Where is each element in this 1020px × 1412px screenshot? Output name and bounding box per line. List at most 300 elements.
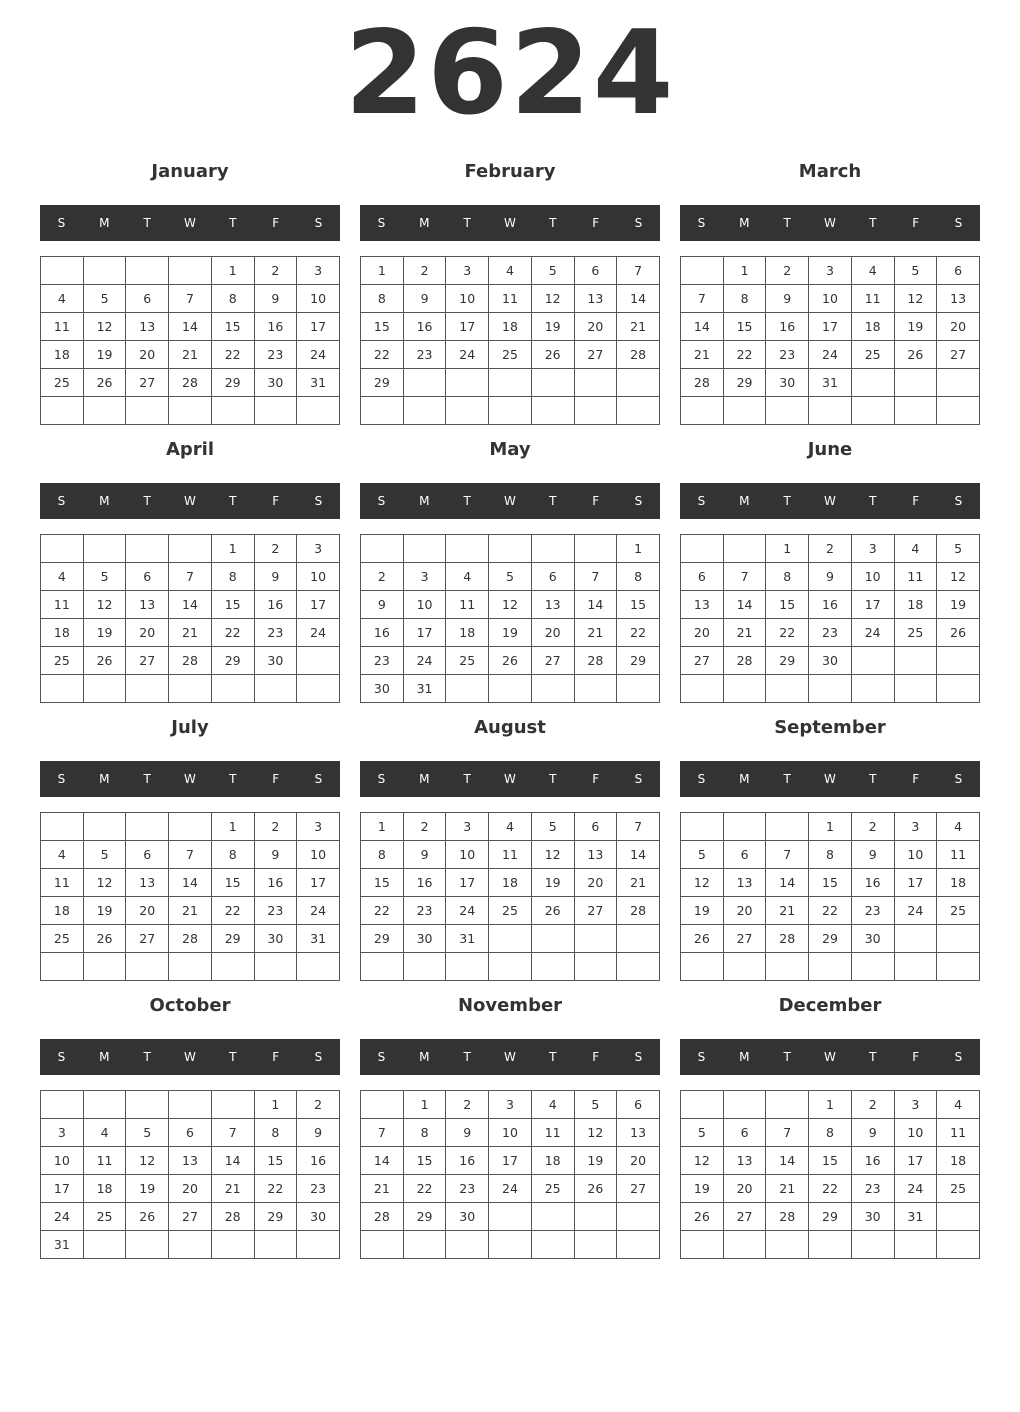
day-cell: 4 xyxy=(851,257,894,285)
day-cell: 8 xyxy=(361,285,404,313)
weekday-label: S xyxy=(634,216,643,230)
day-cell xyxy=(531,1231,574,1259)
week-row xyxy=(681,341,980,369)
day-cell xyxy=(446,953,489,981)
week-row xyxy=(361,397,660,425)
day-cell xyxy=(937,1231,980,1259)
day-cell: 28 xyxy=(574,647,617,675)
day-cell: 22 xyxy=(723,341,766,369)
day-cell: 21 xyxy=(766,897,809,925)
day-cell: 28 xyxy=(169,647,212,675)
day-cell: 28 xyxy=(169,925,212,953)
day-grid xyxy=(680,256,980,425)
week-row xyxy=(41,591,340,619)
day-cell: 4 xyxy=(41,563,84,591)
day-cell xyxy=(894,397,937,425)
day-cell: 11 xyxy=(531,1119,574,1147)
week-row xyxy=(361,1091,660,1119)
day-cell: 4 xyxy=(937,1091,980,1119)
day-cell: 4 xyxy=(83,1119,126,1147)
day-cell xyxy=(83,813,126,841)
day-cell xyxy=(489,1231,532,1259)
day-cell: 17 xyxy=(446,313,489,341)
day-cell: 29 xyxy=(617,647,660,675)
day-cell xyxy=(41,1091,84,1119)
day-cell: 1 xyxy=(403,1091,446,1119)
day-cell xyxy=(403,397,446,425)
day-cell: 2 xyxy=(361,563,404,591)
day-cell xyxy=(723,1231,766,1259)
day-cell: 23 xyxy=(254,897,297,925)
day-cell xyxy=(83,397,126,425)
weekday-label: T xyxy=(143,1050,151,1064)
day-cell xyxy=(126,535,169,563)
day-cell xyxy=(297,397,340,425)
day-cell xyxy=(937,1203,980,1231)
weekday-label: M xyxy=(99,772,110,786)
week-row xyxy=(361,813,660,841)
day-cell: 7 xyxy=(617,257,660,285)
day-cell: 23 xyxy=(403,897,446,925)
day-cell: 29 xyxy=(766,647,809,675)
month-name: March xyxy=(798,161,862,182)
day-cell: 30 xyxy=(446,1203,489,1231)
day-cell xyxy=(681,397,724,425)
day-cell xyxy=(723,397,766,425)
day-cell: 25 xyxy=(937,897,980,925)
day-cell xyxy=(851,397,894,425)
weekday-label: T xyxy=(463,772,471,786)
day-cell: 2 xyxy=(446,1091,489,1119)
day-cell xyxy=(574,1203,617,1231)
week-row xyxy=(681,1203,980,1231)
day-cell xyxy=(531,535,574,563)
day-cell: 4 xyxy=(41,285,84,313)
day-cell xyxy=(681,675,724,703)
day-cell: 5 xyxy=(83,563,126,591)
week-row xyxy=(41,535,340,563)
day-cell: 19 xyxy=(681,1175,724,1203)
day-cell: 29 xyxy=(403,1203,446,1231)
day-cell: 1 xyxy=(211,813,254,841)
day-cell: 1 xyxy=(766,535,809,563)
day-cell xyxy=(574,397,617,425)
day-cell xyxy=(894,1231,937,1259)
weekday-label: S xyxy=(954,494,963,508)
day-cell xyxy=(41,257,84,285)
week-row xyxy=(681,897,980,925)
weekday-label: W xyxy=(824,216,836,230)
day-cell xyxy=(403,1231,446,1259)
day-cell xyxy=(851,369,894,397)
day-cell: 20 xyxy=(723,897,766,925)
day-cell: 24 xyxy=(297,341,340,369)
day-cell xyxy=(254,953,297,981)
day-cell: 26 xyxy=(894,341,937,369)
day-cell xyxy=(489,535,532,563)
day-cell: 19 xyxy=(894,313,937,341)
day-cell: 15 xyxy=(361,869,404,897)
weekday-label: M xyxy=(739,772,750,786)
day-cell: 25 xyxy=(531,1175,574,1203)
day-cell: 10 xyxy=(894,841,937,869)
day-cell: 19 xyxy=(126,1175,169,1203)
weekday-header xyxy=(680,483,980,519)
day-cell: 23 xyxy=(254,619,297,647)
week-row xyxy=(361,925,660,953)
day-cell: 22 xyxy=(403,1175,446,1203)
day-cell: 9 xyxy=(254,841,297,869)
day-cell: 17 xyxy=(894,1147,937,1175)
weekday-header xyxy=(360,761,660,797)
day-cell xyxy=(531,953,574,981)
day-cell: 7 xyxy=(766,841,809,869)
day-cell: 6 xyxy=(937,257,980,285)
day-cell: 24 xyxy=(894,1175,937,1203)
day-cell: 17 xyxy=(403,619,446,647)
day-cell xyxy=(574,535,617,563)
day-cell: 24 xyxy=(297,897,340,925)
day-cell xyxy=(403,535,446,563)
week-row xyxy=(681,1091,980,1119)
day-cell xyxy=(446,1231,489,1259)
day-cell xyxy=(723,675,766,703)
weekday-label: W xyxy=(824,772,836,786)
day-cell xyxy=(83,535,126,563)
day-cell xyxy=(894,925,937,953)
week-row xyxy=(41,647,340,675)
day-cell: 15 xyxy=(403,1147,446,1175)
week-row xyxy=(361,619,660,647)
day-cell: 5 xyxy=(531,257,574,285)
day-cell: 12 xyxy=(681,1147,724,1175)
day-cell xyxy=(766,813,809,841)
day-cell: 15 xyxy=(211,591,254,619)
week-row xyxy=(681,1175,980,1203)
day-cell: 21 xyxy=(766,1175,809,1203)
day-cell xyxy=(169,675,212,703)
day-cell: 5 xyxy=(574,1091,617,1119)
day-cell xyxy=(211,397,254,425)
day-cell xyxy=(297,647,340,675)
day-cell xyxy=(211,1231,254,1259)
day-cell: 8 xyxy=(617,563,660,591)
day-cell: 31 xyxy=(297,925,340,953)
week-row xyxy=(361,1119,660,1147)
day-cell: 23 xyxy=(851,897,894,925)
day-cell: 10 xyxy=(297,285,340,313)
day-cell xyxy=(937,675,980,703)
week-row xyxy=(681,675,980,703)
day-cell: 4 xyxy=(894,535,937,563)
day-cell xyxy=(937,953,980,981)
day-cell: 3 xyxy=(894,1091,937,1119)
day-cell: 15 xyxy=(617,591,660,619)
day-cell xyxy=(489,925,532,953)
week-row xyxy=(681,591,980,619)
day-cell: 6 xyxy=(126,563,169,591)
day-cell: 14 xyxy=(169,591,212,619)
day-cell: 8 xyxy=(403,1119,446,1147)
day-cell: 28 xyxy=(169,369,212,397)
day-cell: 18 xyxy=(446,619,489,647)
day-cell: 17 xyxy=(41,1175,84,1203)
day-cell: 3 xyxy=(446,257,489,285)
day-cell: 8 xyxy=(809,841,852,869)
day-cell: 18 xyxy=(489,313,532,341)
day-cell xyxy=(126,813,169,841)
day-cell: 1 xyxy=(723,257,766,285)
weekday-header xyxy=(680,1039,980,1075)
day-cell xyxy=(681,535,724,563)
day-cell: 22 xyxy=(254,1175,297,1203)
day-cell: 7 xyxy=(169,563,212,591)
day-cell xyxy=(809,1231,852,1259)
month-name: November xyxy=(457,995,563,1016)
weekday-label: W xyxy=(184,772,196,786)
day-cell: 14 xyxy=(574,591,617,619)
day-cell: 16 xyxy=(766,313,809,341)
day-cell: 28 xyxy=(681,369,724,397)
week-row xyxy=(41,369,340,397)
week-row xyxy=(681,535,980,563)
day-cell: 5 xyxy=(126,1119,169,1147)
day-cell: 2 xyxy=(254,535,297,563)
day-cell: 6 xyxy=(169,1119,212,1147)
day-cell: 18 xyxy=(894,591,937,619)
day-cell: 29 xyxy=(809,1203,852,1231)
day-cell: 2 xyxy=(254,257,297,285)
day-cell: 24 xyxy=(446,341,489,369)
weekday-label: T xyxy=(143,216,151,230)
month-name: June xyxy=(807,439,853,460)
day-cell: 25 xyxy=(894,619,937,647)
weekday-header xyxy=(40,761,340,797)
day-cell xyxy=(211,675,254,703)
day-cell xyxy=(361,535,404,563)
day-cell: 10 xyxy=(809,285,852,313)
day-cell: 12 xyxy=(83,313,126,341)
week-row xyxy=(361,369,660,397)
weekday-label: S xyxy=(954,1050,963,1064)
day-cell: 3 xyxy=(894,813,937,841)
day-cell: 20 xyxy=(681,619,724,647)
day-grid xyxy=(360,534,660,703)
day-cell: 11 xyxy=(83,1147,126,1175)
weekday-label: S xyxy=(57,772,66,786)
day-cell: 20 xyxy=(531,619,574,647)
day-cell: 7 xyxy=(574,563,617,591)
day-cell xyxy=(574,925,617,953)
week-row xyxy=(41,313,340,341)
week-row xyxy=(681,925,980,953)
day-cell xyxy=(126,1091,169,1119)
day-cell: 19 xyxy=(531,313,574,341)
weekday-label: F xyxy=(592,1050,600,1064)
weekday-label: F xyxy=(592,216,600,230)
day-cell: 5 xyxy=(489,563,532,591)
day-cell: 6 xyxy=(574,813,617,841)
day-cell: 30 xyxy=(851,925,894,953)
weekday-label: F xyxy=(272,1050,280,1064)
day-cell: 20 xyxy=(574,869,617,897)
day-cell: 5 xyxy=(894,257,937,285)
day-cell: 19 xyxy=(83,897,126,925)
weekday-label: S xyxy=(314,494,323,508)
day-cell: 26 xyxy=(83,925,126,953)
day-cell: 12 xyxy=(126,1147,169,1175)
day-cell: 27 xyxy=(126,369,169,397)
day-cell: 17 xyxy=(446,869,489,897)
weekday-header xyxy=(40,1039,340,1075)
day-cell: 14 xyxy=(723,591,766,619)
day-cell: 30 xyxy=(809,647,852,675)
day-cell: 7 xyxy=(723,563,766,591)
day-cell: 26 xyxy=(937,619,980,647)
day-cell: 5 xyxy=(681,1119,724,1147)
day-cell: 19 xyxy=(531,869,574,897)
day-cell: 7 xyxy=(169,841,212,869)
day-cell: 24 xyxy=(489,1175,532,1203)
week-row xyxy=(361,313,660,341)
weekday-label: M xyxy=(99,216,110,230)
day-cell: 10 xyxy=(851,563,894,591)
day-cell xyxy=(83,1091,126,1119)
day-cell: 28 xyxy=(617,897,660,925)
day-cell: 29 xyxy=(809,925,852,953)
day-cell xyxy=(851,1231,894,1259)
day-cell xyxy=(254,675,297,703)
weekday-label: S xyxy=(634,772,643,786)
day-cell: 12 xyxy=(681,869,724,897)
day-cell: 17 xyxy=(809,313,852,341)
day-cell: 6 xyxy=(531,563,574,591)
week-row xyxy=(41,925,340,953)
day-cell: 13 xyxy=(723,869,766,897)
day-cell: 15 xyxy=(766,591,809,619)
day-cell xyxy=(766,1091,809,1119)
day-cell xyxy=(297,1231,340,1259)
week-row xyxy=(41,397,340,425)
day-cell xyxy=(254,1231,297,1259)
day-cell xyxy=(126,257,169,285)
day-cell: 21 xyxy=(361,1175,404,1203)
day-cell: 27 xyxy=(531,647,574,675)
week-row xyxy=(41,869,340,897)
day-cell xyxy=(531,369,574,397)
weekday-header xyxy=(360,1039,660,1075)
day-cell: 12 xyxy=(531,285,574,313)
day-cell xyxy=(446,397,489,425)
day-cell: 23 xyxy=(254,341,297,369)
weekday-label: S xyxy=(57,1050,66,1064)
weekday-label: S xyxy=(57,494,66,508)
day-cell: 11 xyxy=(851,285,894,313)
week-row xyxy=(681,257,980,285)
weekday-label: T xyxy=(549,1050,557,1064)
day-cell xyxy=(169,257,212,285)
month-name: December xyxy=(778,995,882,1016)
day-cell: 8 xyxy=(211,285,254,313)
day-cell: 11 xyxy=(446,591,489,619)
day-cell xyxy=(126,675,169,703)
week-row xyxy=(681,869,980,897)
day-cell xyxy=(574,675,617,703)
week-row xyxy=(681,647,980,675)
day-cell xyxy=(681,953,724,981)
day-cell: 31 xyxy=(809,369,852,397)
day-cell: 6 xyxy=(617,1091,660,1119)
day-cell xyxy=(361,1231,404,1259)
day-cell: 3 xyxy=(851,535,894,563)
day-grid xyxy=(680,1090,980,1259)
day-cell xyxy=(894,675,937,703)
day-cell: 14 xyxy=(169,313,212,341)
day-cell: 25 xyxy=(489,897,532,925)
day-cell xyxy=(723,813,766,841)
weekday-label: W xyxy=(184,494,196,508)
day-cell: 9 xyxy=(361,591,404,619)
day-cell: 16 xyxy=(809,591,852,619)
day-cell xyxy=(41,953,84,981)
day-cell: 5 xyxy=(937,535,980,563)
day-cell xyxy=(681,1091,724,1119)
week-row xyxy=(681,619,980,647)
day-cell: 15 xyxy=(809,1147,852,1175)
day-cell: 11 xyxy=(937,841,980,869)
day-cell: 13 xyxy=(126,869,169,897)
day-cell: 26 xyxy=(126,1203,169,1231)
day-cell: 31 xyxy=(446,925,489,953)
day-cell: 12 xyxy=(894,285,937,313)
week-row xyxy=(41,1203,340,1231)
day-cell: 27 xyxy=(574,897,617,925)
day-cell: 14 xyxy=(361,1147,404,1175)
weekday-header xyxy=(680,205,980,241)
day-cell: 12 xyxy=(83,869,126,897)
day-cell xyxy=(617,675,660,703)
day-cell: 3 xyxy=(41,1119,84,1147)
day-cell xyxy=(894,369,937,397)
day-cell: 6 xyxy=(126,285,169,313)
day-cell: 3 xyxy=(297,813,340,841)
day-cell: 10 xyxy=(297,563,340,591)
day-cell: 21 xyxy=(169,897,212,925)
weekday-label: S xyxy=(314,216,323,230)
day-cell: 3 xyxy=(446,813,489,841)
day-cell xyxy=(297,675,340,703)
day-cell: 22 xyxy=(617,619,660,647)
day-cell: 17 xyxy=(489,1147,532,1175)
day-cell xyxy=(41,397,84,425)
day-cell: 5 xyxy=(83,285,126,313)
weekday-label: W xyxy=(504,216,516,230)
week-row xyxy=(41,1119,340,1147)
day-cell: 19 xyxy=(937,591,980,619)
week-row xyxy=(361,841,660,869)
day-cell: 19 xyxy=(681,897,724,925)
day-cell: 17 xyxy=(297,869,340,897)
day-cell: 23 xyxy=(851,1175,894,1203)
day-cell: 2 xyxy=(851,813,894,841)
day-cell xyxy=(937,397,980,425)
day-cell xyxy=(446,675,489,703)
weekday-label: T xyxy=(229,494,237,508)
day-cell: 9 xyxy=(403,285,446,313)
day-cell: 27 xyxy=(169,1203,212,1231)
day-cell: 10 xyxy=(489,1119,532,1147)
day-cell: 20 xyxy=(723,1175,766,1203)
